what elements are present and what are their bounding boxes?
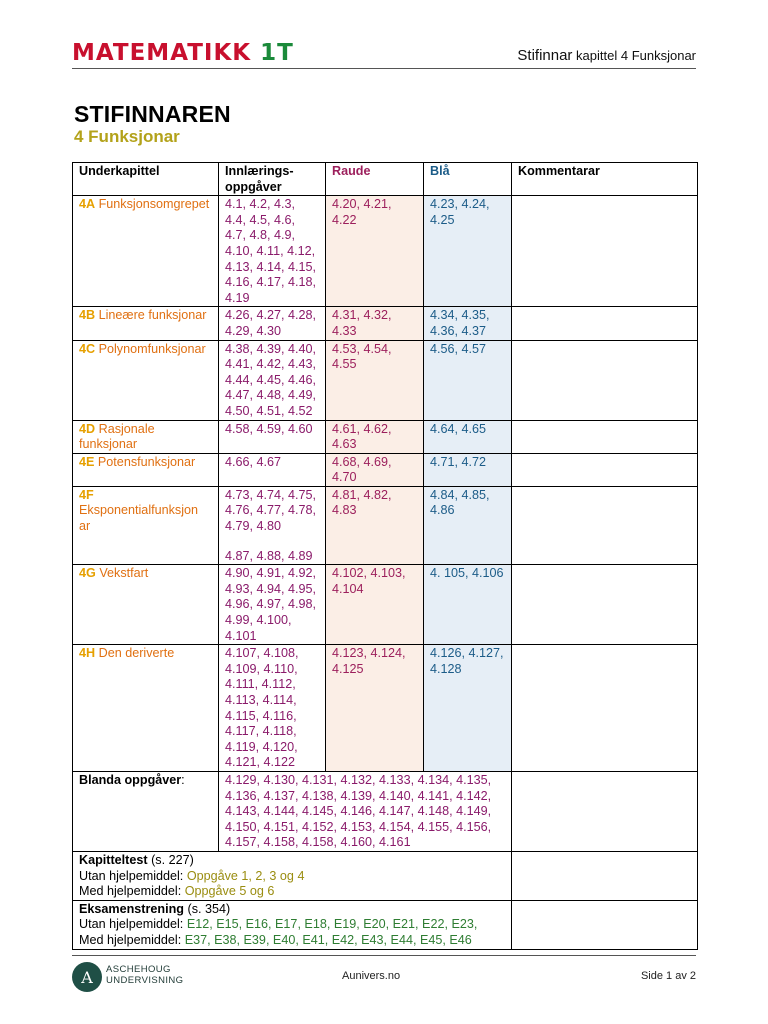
innlaering-cell xyxy=(219,453,326,486)
comment-cell xyxy=(512,307,698,340)
innlaering-cell xyxy=(219,307,326,340)
raude-cell: 4.68, 4.69, 4.70 xyxy=(326,453,424,486)
subchapter-cell xyxy=(73,196,219,307)
subchapter-code: 4C xyxy=(79,341,96,356)
comment-cell xyxy=(512,196,698,307)
mixed-row xyxy=(73,771,698,851)
innlaering-values: 4.66, 4.67 xyxy=(225,454,282,469)
header-blaa: Blå xyxy=(424,163,512,196)
chapter-label: kapittel 4 Funksjonar xyxy=(576,48,696,63)
subchapter-code: 4D xyxy=(79,421,96,436)
raude-cell: 4.20, 4.21, 4.22 xyxy=(326,196,424,307)
subchapter-code: 4B xyxy=(79,308,96,323)
innlaering-cell xyxy=(219,340,326,420)
subchapter-name: Eksponentialfunksjon ar xyxy=(79,503,199,534)
innlaering-cell xyxy=(219,486,326,564)
subchapter-code: 4E xyxy=(79,454,95,469)
comment-cell xyxy=(512,340,698,420)
kapitteltest-page: (s. 227) xyxy=(151,852,194,867)
subchapter-code: 4H xyxy=(79,646,96,661)
comment-cell xyxy=(512,645,698,772)
kapitteltest-med-value: Oppgåve 5 og 6 xyxy=(184,884,275,899)
comment-cell xyxy=(512,420,698,453)
raude-cell: 4.53, 4.54, 4.55 xyxy=(326,340,424,420)
aschehoug-logo-icon: A xyxy=(72,962,102,992)
kapitteltest-comment xyxy=(512,851,698,900)
footer-brand xyxy=(106,964,183,986)
footer-site: Aunivers.no xyxy=(342,970,401,982)
subchapter-code: 4G xyxy=(79,566,96,581)
innlaering-values: 4.90, 4.91, 4.92, 4.93, 4.94, 4.95, 4.96, 4.97, 4.98, 4.99, 4.100, 4.101 xyxy=(225,566,317,643)
subchapter-name: Lineære funksjonar xyxy=(98,308,207,323)
footer-page-number: Side 1 av 2 xyxy=(640,970,696,982)
header-kommentarar: Kommentarar xyxy=(512,163,698,196)
blaa-cell: 4.56, 4.57 xyxy=(424,340,512,420)
eksamen-med-label: Med hjelpemiddel: xyxy=(79,932,182,947)
kapitteltest-med-label: Med hjelpemiddel: xyxy=(79,884,182,899)
subchapter-cell xyxy=(73,645,219,772)
subchapter-cell xyxy=(73,453,219,486)
innlaering-cell xyxy=(219,645,326,772)
subchapter-name: Den deriverte xyxy=(98,646,175,661)
page-title: STIFINNAREN xyxy=(74,101,231,127)
blaa-cell: 4.23, 4.24, 4.25 xyxy=(424,196,512,307)
blaa-cell: 4.64, 4.65 xyxy=(424,420,512,453)
innlaering-values: 4.1, 4.2, 4.3, 4.4, 4.5, 4.6, 4.7, 4.8, 4.9, 4.10, 4.11, 4.12, 4.13, 4.14, 4.15, 4.16, 4.17, 4.18, 4.19 xyxy=(225,197,317,305)
eksamen-comment xyxy=(512,900,698,949)
header-doc-title xyxy=(517,47,696,64)
subchapter-name: Funksjonsomgrepet xyxy=(98,197,210,212)
comment-cell xyxy=(512,565,698,645)
page-subtitle: 4 Funksjonar xyxy=(74,127,180,146)
header-innlaering: Innlærings- oppgåver xyxy=(219,163,326,196)
header-raude: Raude xyxy=(326,163,424,196)
table-row xyxy=(73,453,698,486)
mixed-label-cell: Blanda oppgåver: xyxy=(73,771,219,851)
eksamen-label: Eksamenstrening xyxy=(79,901,184,916)
innlaering-extra-values: 4.87, 4.88, 4.89 xyxy=(225,548,313,563)
kapitteltest-utan-label: Utan hjelpemiddel: xyxy=(79,868,184,883)
kapitteltest-label: Kapitteltest xyxy=(79,852,148,867)
table-row xyxy=(73,196,698,307)
innlaering-cell xyxy=(219,420,326,453)
stifinnar-table xyxy=(72,162,698,950)
matematikk-logo xyxy=(72,40,294,66)
innlaering-values: 4.26, 4.27, 4.28, 4.29, 4.30 xyxy=(225,308,317,338)
eksamen-row xyxy=(73,900,698,949)
blaa-cell: 4.71, 4.72 xyxy=(424,453,512,486)
table-row xyxy=(73,565,698,645)
subchapter-name: Vekstfart xyxy=(99,566,149,581)
raude-cell: 4.102, 4.103, 4.104 xyxy=(326,565,424,645)
brand-line2: UNDERVISNING xyxy=(106,975,184,986)
table-row xyxy=(73,340,698,420)
blaa-cell: 4. 105, 4.106 xyxy=(424,565,512,645)
comment-cell xyxy=(512,453,698,486)
brand-line1: ASCHEHOUG xyxy=(106,964,171,975)
table-row xyxy=(73,307,698,340)
innlaering-values: 4.58, 4.59, 4.60 xyxy=(225,421,313,436)
kapitteltest-utan-value: Oppgåve 1, 2, 3 og 4 xyxy=(186,868,305,883)
subchapter-name: Polynomfunksjonar xyxy=(98,341,206,356)
blaa-cell: 4.126, 4.127, 4.128 xyxy=(424,645,512,772)
subchapter-cell xyxy=(73,486,219,564)
innlaering-values: 4.38, 4.39, 4.40, 4.41, 4.42, 4.43, 4.44, 4.45, 4.46, 4.47, 4.48, 4.49, 4.50, 4.51, 4.52 xyxy=(225,341,317,418)
table-row xyxy=(73,486,698,564)
logo-text: MATEMATIKK xyxy=(72,40,252,66)
subchapter-cell xyxy=(73,420,219,453)
table-row xyxy=(73,645,698,772)
innlaering-values: 4.107, 4.108, 4.109, 4.110, 4.111, 4.112, 4.113, 4.114, 4.115, 4.116, 4.117, 4.118, 4.119, 4.120, 4.121, 4.122 xyxy=(225,646,299,770)
kapitteltest-cell xyxy=(73,851,512,900)
comment-cell xyxy=(512,486,698,564)
innlaering-cell xyxy=(219,565,326,645)
header-underkapittel: Underkapittel xyxy=(73,163,219,196)
eksamen-utan-label: Utan hjelpemiddel: xyxy=(79,917,184,932)
subchapter-name: Rasjonale funksjonar xyxy=(79,421,155,452)
blaa-cell: 4.84, 4.85, 4.86 xyxy=(424,486,512,564)
doc-title: Stifinnar xyxy=(517,47,573,64)
subchapter-cell xyxy=(73,565,219,645)
raude-cell: 4.123, 4.124, 4.125 xyxy=(326,645,424,772)
kapitteltest-row xyxy=(73,851,698,900)
eksamen-med-value: E37, E38, E39, E40, E41, E42, E43, E44, E45, E46 xyxy=(184,932,472,947)
blaa-cell: 4.34, 4.35, 4.36, 4.37 xyxy=(424,307,512,340)
eksamen-utan-value: E12, E15, E16, E17, E18, E19, E20, E21, E22, E23, xyxy=(186,917,478,932)
raude-cell: 4.61, 4.62, 4.63 xyxy=(326,420,424,453)
raude-cell: 4.31, 4.32, 4.33 xyxy=(326,307,424,340)
table-row xyxy=(73,420,698,453)
subchapter-code: 4F xyxy=(79,487,94,502)
innlaering-cell xyxy=(219,196,326,307)
raude-cell: 4.81, 4.82, 4.83 xyxy=(326,486,424,564)
header-divider xyxy=(72,68,696,69)
subchapter-code: 4A xyxy=(79,197,96,212)
eksamen-page: (s. 354) xyxy=(187,901,231,916)
mixed-label: Blanda oppgåver xyxy=(79,772,182,787)
mixed-comment xyxy=(512,771,698,851)
mixed-values: 4.129, 4.130, 4.131, 4.132, 4.133, 4.134, 4.135, 4.136, 4.137, 4.138, 4.139, 4.140, 4.141, 4.142, 4.143, 4.144, 4.145, 4.146, 4.147, 4.148, 4.149, 4.150, 4.151, 4.152, 4.153, 4.154, 4.155, 4.156, 4.157, 4.158, 4.158, 4.160, 4.161 xyxy=(219,771,512,851)
subchapter-cell xyxy=(73,307,219,340)
eksamen-cell xyxy=(73,900,512,949)
footer-divider xyxy=(72,955,696,956)
table-header-row xyxy=(73,163,698,196)
innlaering-values: 4.73, 4.74, 4.75, 4.76, 4.77, 4.78, 4.79, 4.80 xyxy=(225,487,317,534)
subchapter-name: Potensfunksjonar xyxy=(97,454,196,469)
logo-number: 1T xyxy=(260,40,294,66)
subchapter-cell xyxy=(73,340,219,420)
